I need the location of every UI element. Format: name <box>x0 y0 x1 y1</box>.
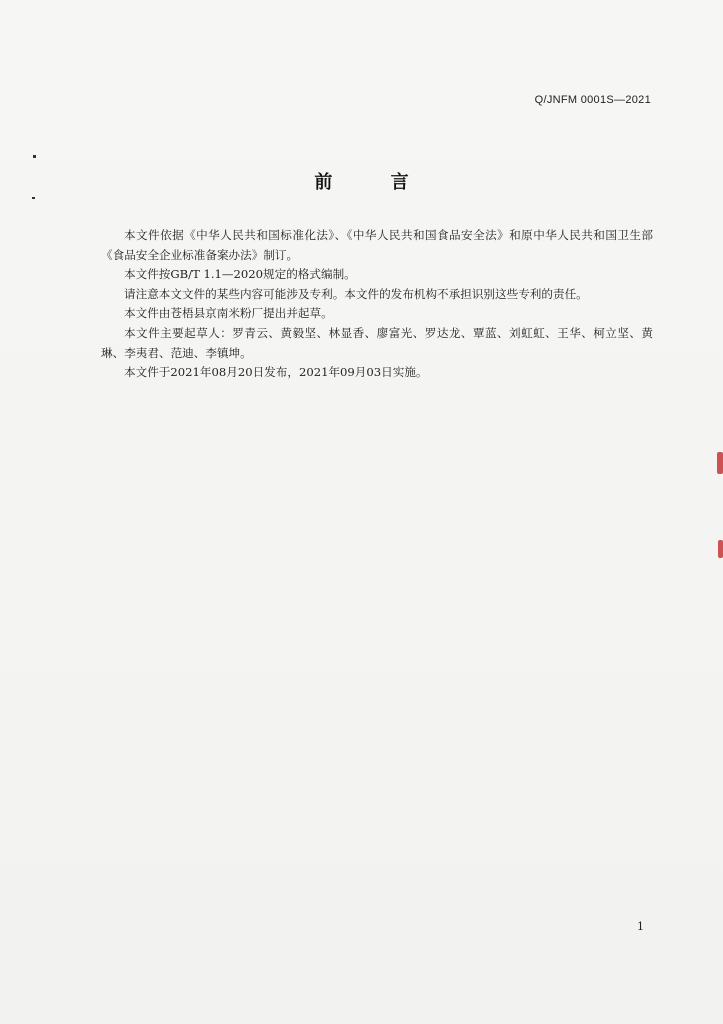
page-title: 前 言 <box>314 172 435 193</box>
paragraph: 本文件由苍梧县京南米粉厂提出并起草。 <box>124 306 333 321</box>
paragraph: 本文件依据《中华人民共和国标准化法》、《中华人民共和国食品安全法》和原中华人民共和国卫生部《食品安全企业标准备案办法》制订。 <box>101 228 653 262</box>
paragraph: 本文件于2021年08月20日发布，2021年09月03日实施。 <box>124 365 428 380</box>
paragraph: 本文件按GB/T 1.1—2020规定的格式编制。 <box>124 267 356 282</box>
foreword-body <box>101 226 653 383</box>
seal-edge-mark <box>718 540 723 558</box>
paragraph: 本文件主要起草人：罗青云、黄毅坚、林显香、廖富光、罗达龙、覃蓝、刘虹虹、王华、柯立坚、黄琳、李夷君、范迪、李镇坤。 <box>101 325 653 360</box>
page-number: 1 <box>637 920 644 933</box>
standard-code: Q/JNFM 0001S—2021 <box>534 94 651 106</box>
seal-edge-mark <box>717 452 723 474</box>
paragraph: 请注意本文文件的某些内容可能涉及专利。本文件的发布机构不承担识别这些专利的责任。 <box>124 286 588 301</box>
scan-speck <box>32 197 35 199</box>
scan-speck <box>33 155 36 158</box>
